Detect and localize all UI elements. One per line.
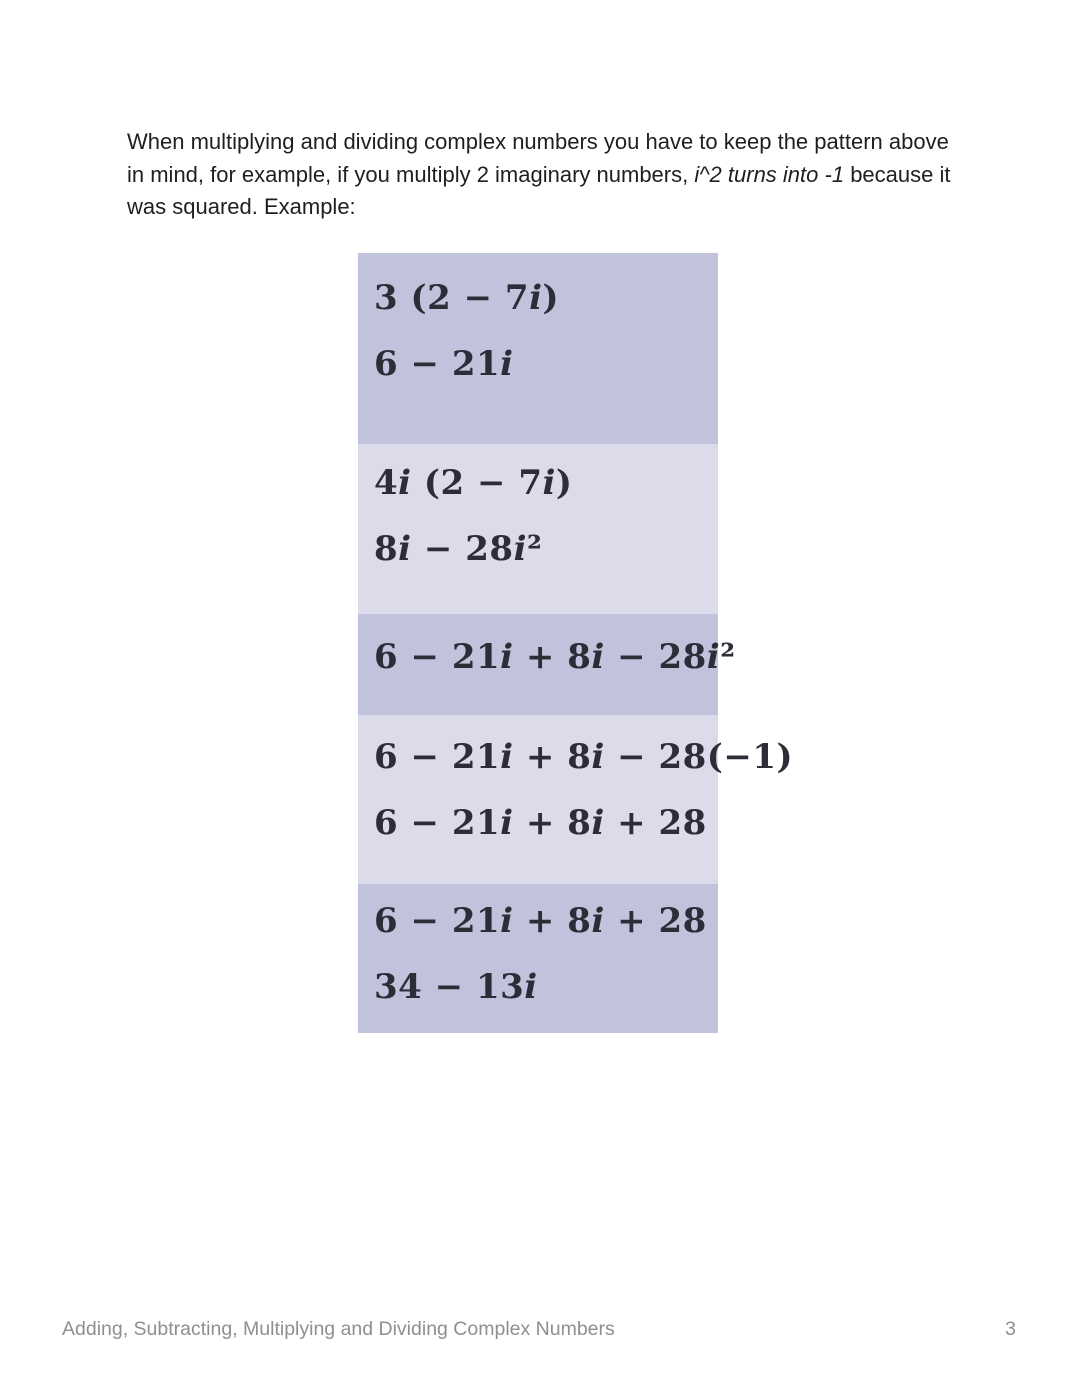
paragraph-italic-phrase: i^2 turns into -1 xyxy=(694,161,845,187)
math-steps-figure xyxy=(358,253,794,1033)
math-expression: 6 − 21 i xyxy=(374,344,514,384)
math-expression: 6 − 21 i + 8 i + 28 xyxy=(374,803,707,843)
math-expression: 6 − 21 i + 8 i + 28 xyxy=(374,901,707,941)
paragraph-text-end: because it was squared. Example: xyxy=(127,161,951,220)
footer-title: Adding, Subtracting, Multiplying and Dividing Complex Numbers xyxy=(62,1318,615,1340)
math-expression: 34 − 13 i xyxy=(374,967,538,1007)
paragraph-text-start: When multiplying and dividing complex numbers you have to keep the pattern above in mind, for example, if you multiply 2 imaginary numbers, xyxy=(127,129,949,187)
math-step-row-5 xyxy=(358,884,718,1033)
page-footer xyxy=(62,1318,1016,1341)
math-expression: 4 i (2 − 7 i ) xyxy=(374,463,573,503)
math-step-row-1 xyxy=(358,253,718,444)
math-expression: 3 (2 − 7 i ) xyxy=(374,278,560,318)
body-paragraph xyxy=(127,126,951,224)
math-step-row-4 xyxy=(358,715,794,884)
math-expression: 6 − 21 i + 8 i − 28(−1) xyxy=(374,737,794,777)
math-expression: 6 − 21 i + 8 i − 28 i ² xyxy=(374,637,736,677)
math-expression: 8 i − 28 i ² xyxy=(374,529,543,569)
footer-page-number: 3 xyxy=(1005,1318,1016,1340)
math-step-row-2 xyxy=(358,444,718,614)
math-step-row-3 xyxy=(358,614,736,715)
